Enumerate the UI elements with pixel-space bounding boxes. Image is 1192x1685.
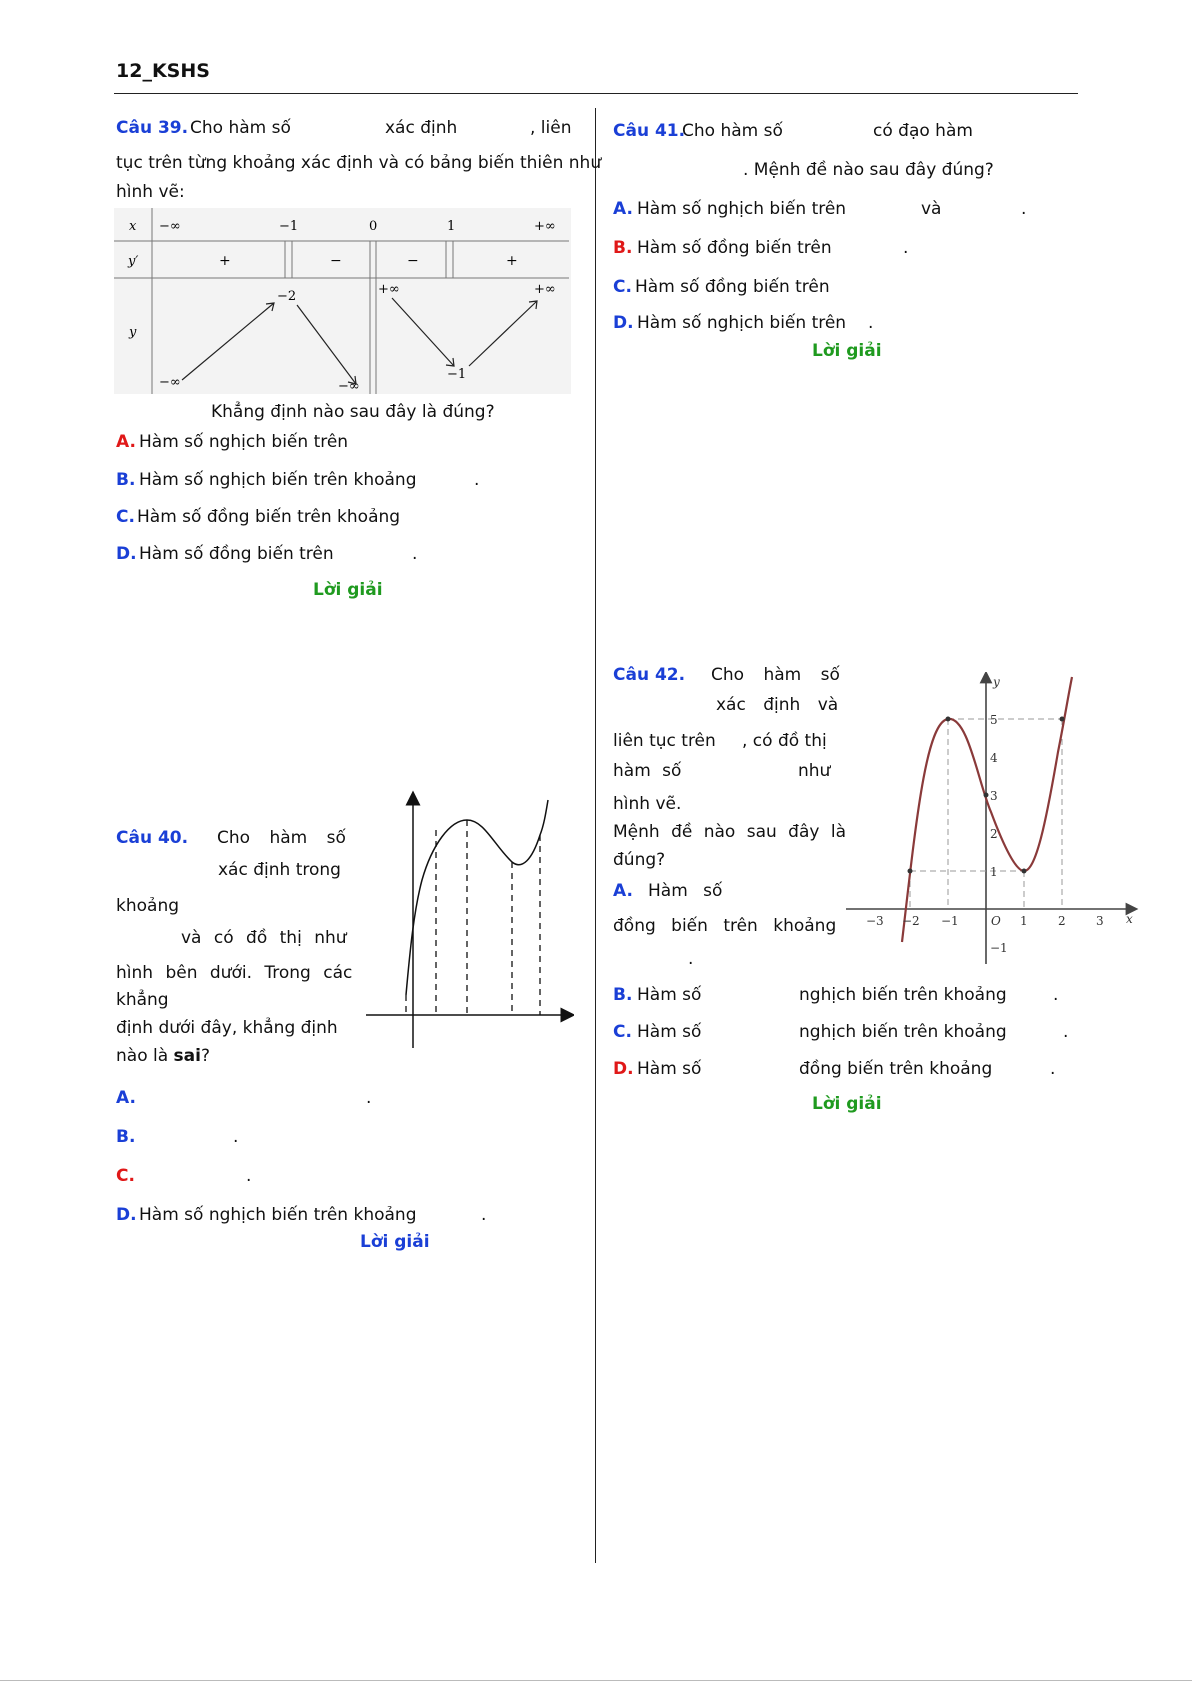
vt-x-4: +∞ bbox=[534, 219, 556, 234]
q42-label: Câu 42. bbox=[613, 665, 686, 685]
q39-line1a: Cho hàm số bbox=[190, 118, 291, 138]
header-rule bbox=[114, 93, 1078, 94]
q41-line2: . Mệnh đề nào sau đây đúng? bbox=[743, 160, 994, 180]
q40-line2: xác định trong bbox=[218, 860, 341, 880]
vt-y-max: −2 bbox=[277, 289, 297, 304]
q42-optC-text: Hàm số bbox=[637, 1022, 702, 1042]
q42-optC-label: C. bbox=[613, 1022, 632, 1042]
q42-y-axis-label: y bbox=[993, 675, 1000, 689]
vt-sign-1: − bbox=[330, 253, 342, 269]
q41-solution-heading: Lời giải bbox=[812, 341, 882, 361]
q39-optD-label: D. bbox=[116, 544, 137, 564]
q40-function-graph bbox=[362, 790, 574, 1052]
q41-line1a: Cho hàm số bbox=[682, 121, 783, 141]
q41-optD-label: D. bbox=[613, 313, 634, 333]
q39-line2: tục trên từng khoảng xác định và có bảng biến thiên như bbox=[116, 153, 602, 173]
q42-line6: Mệnh đề nào sau đây là bbox=[613, 822, 846, 842]
q42-derivative-graph bbox=[846, 672, 1140, 966]
q42-xtick-1: 1 bbox=[1020, 914, 1028, 928]
q42-ytick-3: 3 bbox=[990, 789, 998, 803]
q40-line3: khoảng bbox=[116, 896, 180, 916]
q42-optD-label: D. bbox=[613, 1059, 634, 1079]
q39-label: Câu 39. bbox=[116, 118, 189, 138]
q41-optC-text: Hàm số đồng biến trên bbox=[635, 277, 830, 297]
q42-optD-text: Hàm số bbox=[637, 1059, 702, 1079]
q42-line1: Cho hàm số bbox=[711, 665, 840, 685]
q42-xtick-neg3: −3 bbox=[866, 914, 884, 928]
vt-sign-0: + bbox=[219, 253, 231, 269]
q42-line4a: hàm số bbox=[613, 761, 682, 781]
q42-optA-label: A. bbox=[613, 881, 633, 901]
vt-x-1: −1 bbox=[279, 219, 299, 234]
q42-solution-heading: Lời giải bbox=[812, 1094, 882, 1114]
vt-x-2: 0 bbox=[369, 219, 378, 234]
q42-xtick-neg1: −1 bbox=[941, 914, 959, 928]
vt-y-min: −1 bbox=[447, 367, 467, 382]
q42-optB-label: B. bbox=[613, 985, 633, 1005]
q40-keyword-sai: sai bbox=[173, 1046, 201, 1066]
q40-line4: và có đồ thị như bbox=[181, 928, 347, 948]
q39-line1c: , liên bbox=[530, 118, 572, 138]
q42-xtick-2: 2 bbox=[1058, 914, 1066, 928]
q39-optB-label: B. bbox=[116, 470, 136, 490]
q42-line5: hình vẽ. bbox=[613, 794, 682, 814]
q41-optA-and: và bbox=[921, 199, 942, 219]
q39-question: Khẳng định nào sau đây là đúng? bbox=[211, 402, 495, 422]
vt-yprime-label: y′ bbox=[128, 254, 139, 269]
q40-dashed-guides bbox=[406, 820, 540, 1015]
q41-label: Câu 41. bbox=[613, 121, 686, 141]
q39-optD-text: Hàm số đồng biến trên bbox=[139, 544, 334, 564]
q40-optD-label: D. bbox=[116, 1205, 137, 1225]
q42-x-axis-label: x bbox=[1126, 912, 1133, 926]
vt-sign-2: − bbox=[407, 253, 419, 269]
q42-ytick-1: 1 bbox=[990, 865, 998, 879]
vt-y-minusinf-2: −∞ bbox=[338, 379, 360, 394]
q42-line2: xác định và bbox=[716, 695, 839, 715]
q39-optC-text: Hàm số đồng biến trên khoảng bbox=[137, 507, 401, 527]
q40-label: Câu 40. bbox=[116, 828, 189, 848]
q40-solution-heading: Lời giải bbox=[360, 1232, 430, 1252]
q42-line3b: , có đồ thị bbox=[742, 731, 827, 751]
vt-x-3: 1 bbox=[447, 219, 456, 234]
q40-line5: hình bên dưới. Trong các bbox=[116, 963, 353, 983]
page-header-title: 12_KSHS bbox=[116, 60, 210, 82]
q41-optB-label: B. bbox=[613, 238, 633, 258]
q42-ytick-4: 4 bbox=[990, 751, 998, 765]
q42-origin-label: O bbox=[991, 914, 1001, 928]
q41-optD-text: Hàm số nghịch biến trên bbox=[637, 313, 847, 333]
q39-optA-label: A. bbox=[116, 432, 136, 452]
q40-line7: định dưới đây, khẳng định bbox=[116, 1018, 338, 1038]
variation-table bbox=[114, 208, 571, 394]
q42-optD-text2: đồng biến trên khoảng bbox=[799, 1059, 993, 1079]
q41-optB-text: Hàm số đồng biến trên bbox=[637, 238, 832, 258]
q39-line3: hình vẽ: bbox=[116, 182, 185, 202]
footer-rule bbox=[0, 1680, 1192, 1681]
vt-y-plusinf-2: +∞ bbox=[534, 282, 556, 297]
q42-line4b: như bbox=[798, 761, 831, 781]
vt-x-label: x bbox=[129, 219, 137, 234]
vt-y-plusinf-1: +∞ bbox=[378, 282, 400, 297]
q40-line1: Cho hàm số bbox=[217, 828, 346, 848]
q40-optB-label: B. bbox=[116, 1127, 136, 1147]
q41-line1b: có đạo hàm bbox=[873, 121, 973, 141]
q41-optC-label: C. bbox=[613, 277, 632, 297]
q39-optA-text: Hàm số nghịch biến trên bbox=[139, 432, 349, 452]
vt-x-0: −∞ bbox=[159, 219, 181, 234]
q39-solution-heading: Lời giải bbox=[313, 580, 383, 600]
q42-curve bbox=[902, 677, 1072, 942]
q40-optA-label: A. bbox=[116, 1088, 136, 1108]
vt-y-minusinf-1: −∞ bbox=[159, 375, 181, 390]
q39-optB-text: Hàm số nghịch biến trên khoảng bbox=[139, 470, 417, 490]
q42-optB-text2: nghịch biến trên khoảng bbox=[799, 985, 1007, 1005]
q42-optA-text2: đồng biến trên khoảng bbox=[613, 916, 837, 936]
q42-optC-text2: nghịch biến trên khoảng bbox=[799, 1022, 1007, 1042]
vt-sign-3: + bbox=[506, 253, 518, 269]
q40-curve bbox=[406, 800, 548, 995]
q40-optD-text: Hàm số nghịch biến trên khoảng bbox=[139, 1205, 417, 1225]
q42-xtick-3: 3 bbox=[1096, 914, 1104, 928]
q42-line7: đúng? bbox=[613, 850, 666, 870]
q42-ytick-5: 5 bbox=[990, 713, 998, 727]
q39-line1b: xác định bbox=[385, 118, 458, 138]
q41-optA-text: Hàm số nghịch biến trên bbox=[637, 199, 847, 219]
q42-xtick-neg2: −2 bbox=[902, 914, 920, 928]
q40-optC-label: C. bbox=[116, 1166, 135, 1186]
q42-line3a: liên tục trên bbox=[613, 731, 716, 751]
q42-optA-text: Hàm số bbox=[648, 881, 723, 901]
q42-optB-text: Hàm số bbox=[637, 985, 702, 1005]
column-divider bbox=[595, 108, 596, 1563]
q41-optA-label: A. bbox=[613, 199, 633, 219]
q40-line8: nào là sai? bbox=[116, 1046, 210, 1066]
q42-ytick-2: 2 bbox=[990, 827, 998, 841]
q40-line6: khẳng bbox=[116, 990, 169, 1010]
q39-optC-label: C. bbox=[116, 507, 135, 527]
vt-y-label: y bbox=[129, 325, 137, 340]
q42-ytick-neg1: −1 bbox=[990, 941, 1008, 955]
